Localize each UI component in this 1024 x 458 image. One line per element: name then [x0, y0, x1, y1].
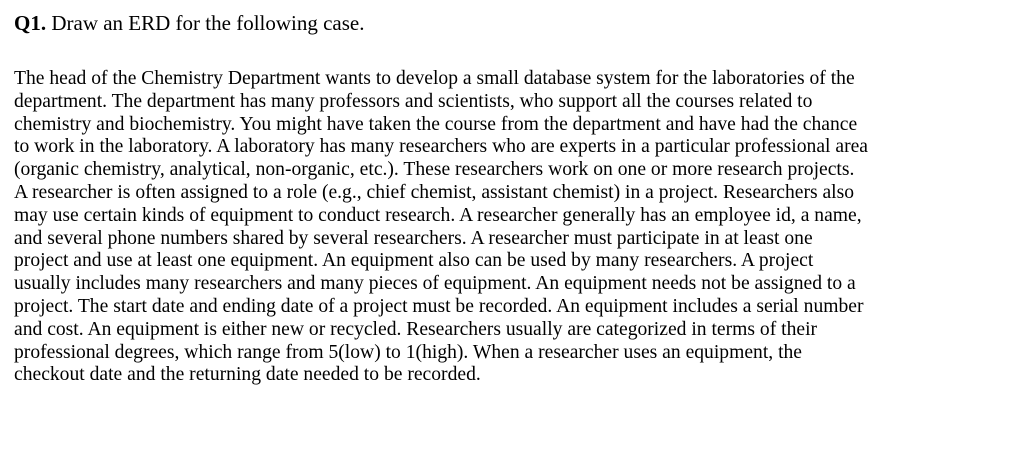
- case-line: to work in the laboratory. A laboratory has many researchers who are experts in a particular professional area: [14, 136, 868, 158]
- case-line: and several phone numbers shared by several researchers. A researcher must participate in at least one: [14, 227, 813, 249]
- case-line: project. The start date and ending date of a project must be recorded. An equipment includes a serial number: [14, 295, 864, 317]
- case-line: project and use at least one equipment. An equipment also can be used by many researchers. A project: [14, 250, 814, 272]
- case-line: chemistry and biochemistry. You might have taken the course from the department and have had the chance: [14, 113, 858, 135]
- case-line: usually includes many researchers and many pieces of equipment. An equipment needs not be assigned to a: [14, 273, 856, 295]
- question-prompt: Draw an ERD for the following case.: [46, 11, 365, 35]
- case-line: The head of the Chemistry Department wants to develop a small database system for the laboratories of the: [14, 68, 855, 89]
- case-line: department. The department has many professors and scientists, who support all the courses related to: [14, 90, 813, 112]
- document-page: [14, 10, 1014, 387]
- question-heading: [14, 10, 1014, 36]
- question-number: Q1.: [14, 11, 47, 35]
- case-line: checkout date and the returning date needed to be recorded.: [14, 364, 481, 386]
- case-line: A researcher is often assigned to a role (e.g., chief chemist, assistant chemist) in a project. Researchers also: [14, 181, 855, 203]
- case-line: and cost. An equipment is either new or recycled. Researchers usually are categorized in terms of their: [14, 318, 818, 340]
- case-line: professional degrees, which range from 5(low) to 1(high). When a researcher uses an equipment, the: [14, 341, 803, 363]
- case-line: may use certain kinds of equipment to conduct research. A researcher generally has an employee id, a name,: [14, 204, 862, 226]
- case-line: (organic chemistry, analytical, non-organic, etc.). These researchers work on one or more research projects.: [14, 159, 855, 181]
- case-description: [14, 68, 1014, 387]
